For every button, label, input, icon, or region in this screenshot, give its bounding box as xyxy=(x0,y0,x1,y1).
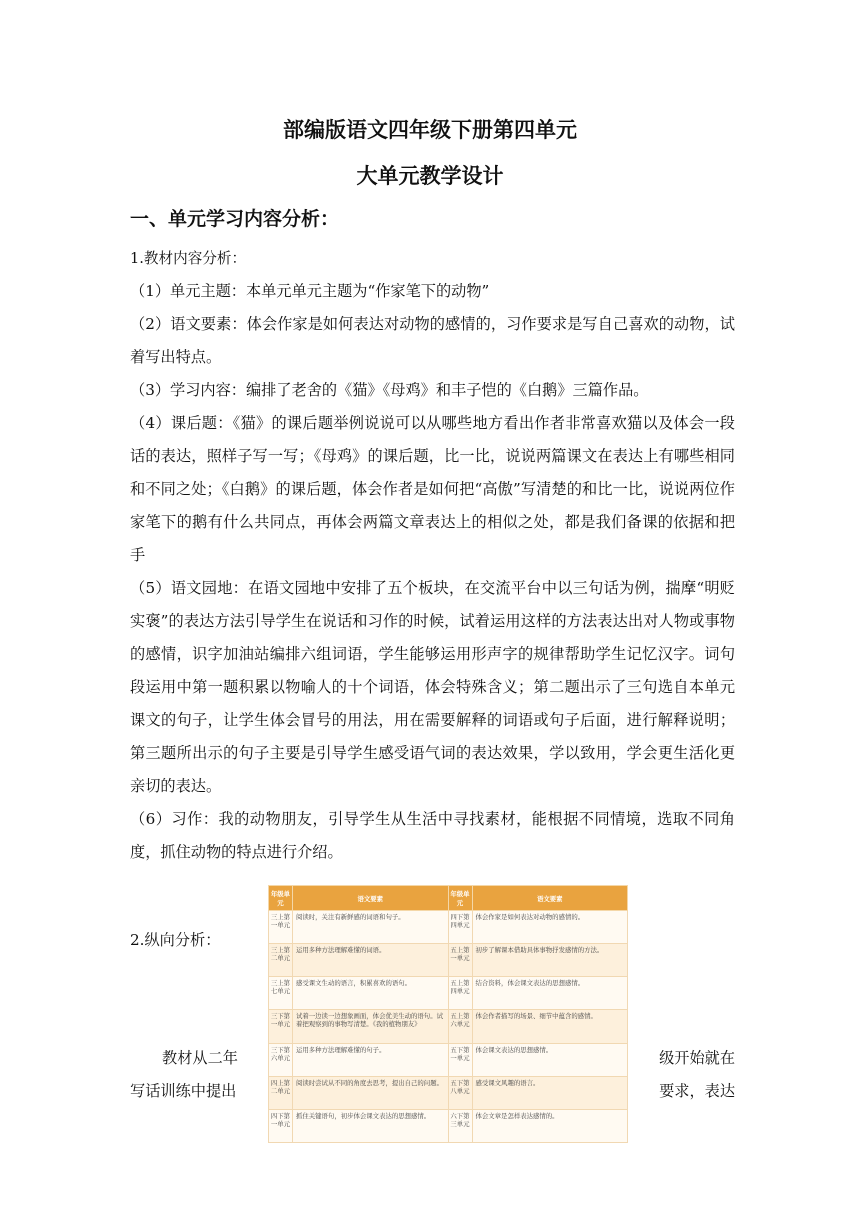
header-grade-unit: 年级单元 xyxy=(269,886,293,911)
paragraph-content: （3）学习内容：编排了老舍的《猫》《母鸡》和丰子恺的《白鹅》三篇作品。 xyxy=(130,381,649,399)
table-row xyxy=(269,911,628,944)
language-elements-table xyxy=(268,885,628,1143)
wrap-text-right-1: 级开始就在 xyxy=(659,1049,735,1067)
grade-cell: 三上第一单元 xyxy=(269,911,293,944)
element-cell: 阅读时尝试从不同的角度去思考，提出自己的问题。 xyxy=(293,1076,449,1109)
paragraph-elements: （2）语文要素：体会作家是如何表达对动物的感情的，习作要求是写自己喜欢的动物，试着写出特点。 xyxy=(130,315,735,366)
grade-cell: 五上第六单元 xyxy=(448,1010,472,1043)
grade-cell: 五下第八单元 xyxy=(448,1076,472,1109)
subsection-title-2: 2.纵向分析： xyxy=(130,931,221,949)
element-cell: 初步了解课本借助具体事物抒发感情的方法。 xyxy=(472,944,628,977)
subsection-title: 1.教材内容分析： xyxy=(130,250,247,267)
vertical-analysis-area xyxy=(130,880,735,1150)
grade-cell: 六下第三单元 xyxy=(448,1109,472,1142)
grade-cell: 三上第二单元 xyxy=(269,944,293,977)
section-heading: 一、单元学习内容分析： xyxy=(130,208,340,230)
header-language-element: 语文要素 xyxy=(472,886,628,911)
table-header-row xyxy=(269,886,628,911)
document-subtitle: 大单元教学设计 xyxy=(356,164,504,188)
table-row xyxy=(269,944,628,977)
element-cell: 试着一边读一边想象画面，体会优美生动的语句。试着把观察到的事物写清楚。《我的植物朋友》 xyxy=(293,1010,449,1043)
grade-cell: 三下第一单元 xyxy=(269,1010,293,1043)
element-cell: 体会课文表达的思想感情。 xyxy=(472,1043,628,1076)
grade-cell: 四下第四单元 xyxy=(448,911,472,944)
table-row xyxy=(269,1109,628,1142)
grade-cell: 三上第七单元 xyxy=(269,977,293,1010)
header-grade-unit: 年级单元 xyxy=(448,886,472,911)
grade-cell: 四上第二单元 xyxy=(269,1076,293,1109)
body-text xyxy=(130,242,735,869)
grade-cell: 四下第一单元 xyxy=(269,1109,293,1142)
element-cell: 感受课文生动的语言，积累喜欢的语句。 xyxy=(293,977,449,1010)
grade-cell: 五上第四单元 xyxy=(448,977,472,1010)
wrap-text-right-2: 要求，表达 xyxy=(659,1082,735,1100)
element-cell: 运用多种方法理解难懂的句子。 xyxy=(293,1043,449,1076)
paragraph-exercises: （4）课后题：《猫》的课后题举例说说可以从哪些地方看出作者非常喜欢猫以及体会一段话的表达，照样子写一写；《母鸡》的课后题，比一比，说说两篇课文在表达上有哪些相同和不同之处；《白鹅》的课后题，体会作者是如何把“高傲”写清楚的和比一比，说说两位作家笔下的鹅有什么共同点，再体会两篇文章表达上的相似之处，都是我们备课的依据和把手 xyxy=(130,414,735,564)
grade-cell: 五下第一单元 xyxy=(448,1043,472,1076)
grade-cell: 三下第六单元 xyxy=(269,1043,293,1076)
wrap-text-left-2: 写话训练中提出 xyxy=(130,1082,237,1100)
element-cell: 感受课文风趣的语言。 xyxy=(472,1076,628,1109)
element-cell: 体会文章是怎样表达感情的。 xyxy=(472,1109,628,1142)
paragraph-theme: （1）单元主题：本单元单元主题为“作家笔下的动物” xyxy=(130,282,490,300)
grade-cell: 五上第一单元 xyxy=(448,944,472,977)
table-row xyxy=(269,977,628,1010)
table-row xyxy=(269,1010,628,1043)
document-title: 部编版语文四年级下册第四单元 xyxy=(283,118,577,142)
header-language-element: 语文要素 xyxy=(293,886,449,911)
element-cell: 运用多种方法理解难懂的词语。 xyxy=(293,944,449,977)
wrap-text-left-1: 教材从二年 xyxy=(162,1049,238,1067)
element-cell: 抓住关键语句，初步体会课文表达的思想感情。 xyxy=(293,1109,449,1142)
paragraph-garden: （5）语文园地：在语文园地中安排了五个板块，在交流平台中以三句话为例，揣摩“明贬实褒”的表达方法引导学生在说话和习作的时候，试着运用这样的方法表达出对人物或事物的感情，识字加油站编排六组词语，学生能够运用形声字的规律帮助学生记忆汉字。词句段运用中第一题积累以物喻人的十个词语，体会特殊含义；第二题出示了三句选自本单元课文的句子，让学生体会冒号的用法，用在需要解释的词语或句子后面，进行解释说明；第三题所出示的句子主要是引导学生感受语气词的表达效果，学以致用，学会更生活化更亲切的表达。 xyxy=(130,579,735,795)
table-row xyxy=(269,1076,628,1109)
element-cell: 体会作者描写的场景、细节中蕴含的感情。 xyxy=(472,1010,628,1043)
element-cell: 体会作家是如何表达对动物的感情的。 xyxy=(472,911,628,944)
paragraph-writing: （6）习作：我的动物朋友，引导学生从生活中寻找素材，能根据不同情境，选取不同角度，抓住动物的特点进行介绍。 xyxy=(130,810,735,861)
element-cell: 阅读时，关注有新鲜感的词语和句子。 xyxy=(293,911,449,944)
element-cell: 结合资料，体会课文表达的思想感情。 xyxy=(472,977,628,1010)
table-row xyxy=(269,1043,628,1076)
